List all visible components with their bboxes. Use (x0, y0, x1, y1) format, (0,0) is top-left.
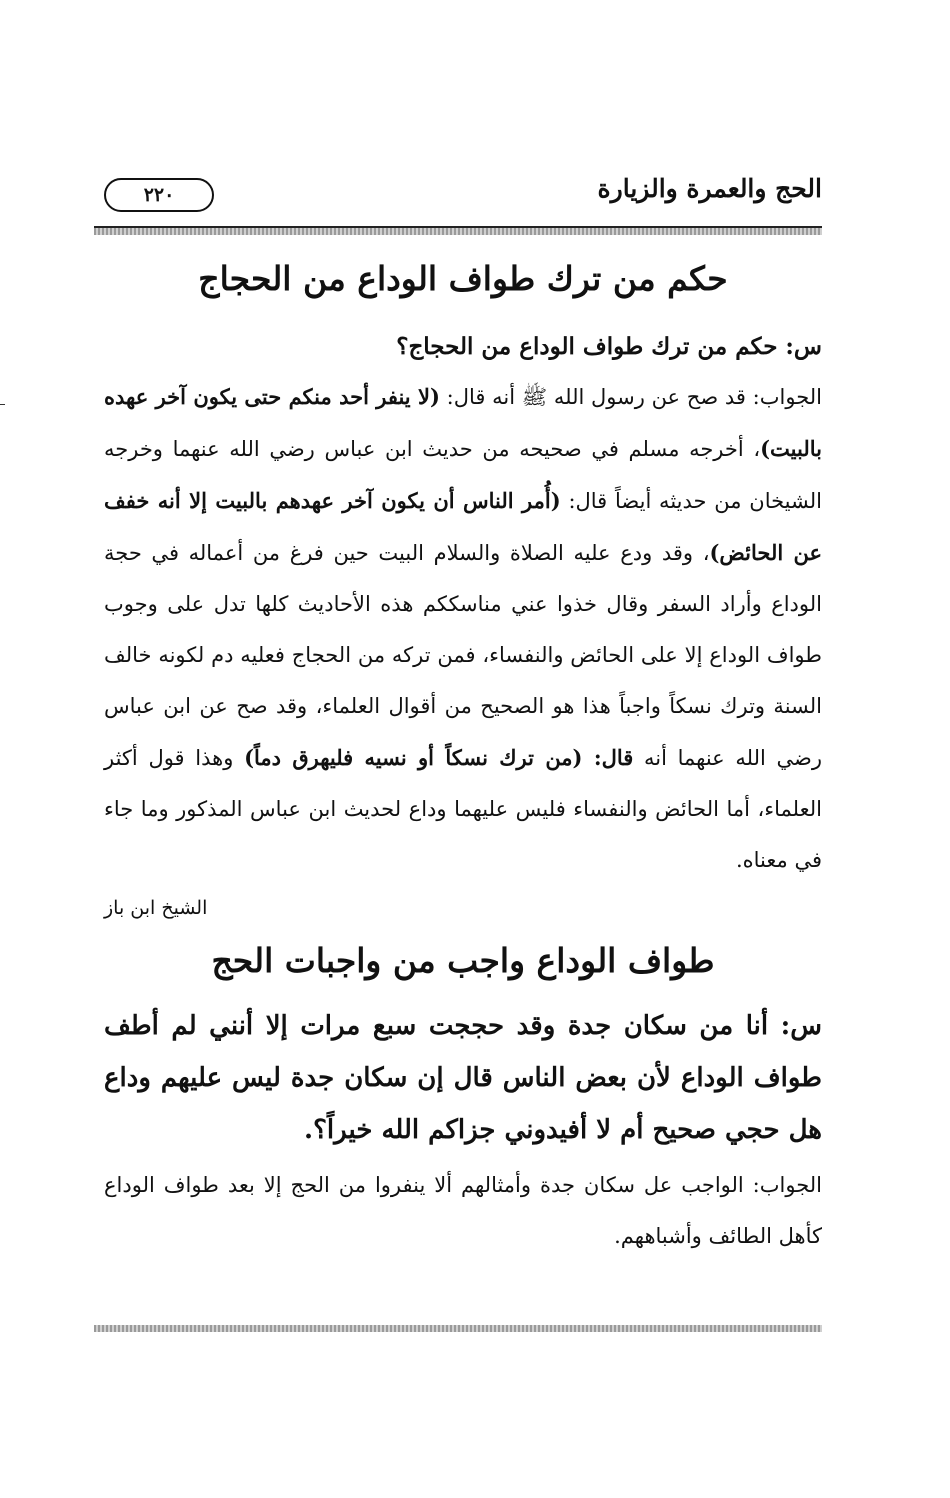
answer: الجواب: الواجب عل سكان جدة وأمثالهم ألا ينفروا من الحج إلا بعد طواف الوداع كأهل الطائف وأشباههم. (104, 1173, 822, 1248)
section-title: حكم من ترك طواف الوداع من الحجاج (198, 259, 728, 298)
question: س: أنا من سكان جدة وقد حججت سبع مرات إلا أنني لم أطف طواف الوداع لأن بعض الناس قال إن سكان جدة ليس عليهم وداع هل حجي صحيح أم لا أفيدوني جزاكم الله خيراً؟. (104, 1011, 822, 1145)
answer-author: الشيخ ابن باز (104, 897, 208, 919)
margin-mark (0, 404, 5, 405)
page-header (104, 172, 822, 220)
answer-text: ، أخرجه مسلم في صحيحه من حديث ابن عباس رضي الله عنهما وخرجه الشيخان من حديثه أيضاً قال: (104, 437, 822, 513)
hadith-quote: (أُمر الناس أن يكون آخر عهدهم بالبيت إلا أنه خفف عن الحائض) (104, 488, 822, 565)
hadith-quote: (لا ينفر أحد منكم حتى يكون آخر عهده بالبيت) (104, 384, 822, 461)
answer-text: الجواب: قد صح عن رسول الله ﷺ أنه قال: (439, 385, 822, 409)
footer-rule (94, 1325, 822, 1332)
header-rule (94, 226, 822, 235)
answer-text: وهذا قول أكثر العلماء، أما الحائض والنفساء فليس عليهما وداع لحديث ابن عباس المذكور وما جاء في معناه. (104, 746, 822, 872)
answer-text: ، وقد ودع عليه الصلاة والسلام البيت حين فرغ من أعماله في حجة الوداع وأراد السفر وقال خذوا عني مناسككم هذه الأحاديث كلها تدل على وجوب طواف الوداع إلا على الحائض والنفساء، فمن تركه من الحجاج فعليه دم لكونه خالف السنة وترك نسكاً واجباً هذا هو الصحيح من أقوال العلماء، وقد صح عن ابن عباس رضي الله عنهما أنه (104, 541, 822, 770)
running-title: الحج والعمرة والزيارة (597, 174, 822, 203)
page-body (104, 246, 822, 1262)
hadith-quote: قال: (من ترك نسكاً أو نسيه فليهرق دماً) (244, 745, 634, 770)
page-number: ٢٢٠ (104, 178, 214, 212)
question: س: حكم من ترك طواف الوداع من الحجاج؟ (396, 333, 822, 360)
section-title: طواف الوداع واجب من واجبات الحج (211, 941, 715, 980)
answer (104, 371, 822, 886)
